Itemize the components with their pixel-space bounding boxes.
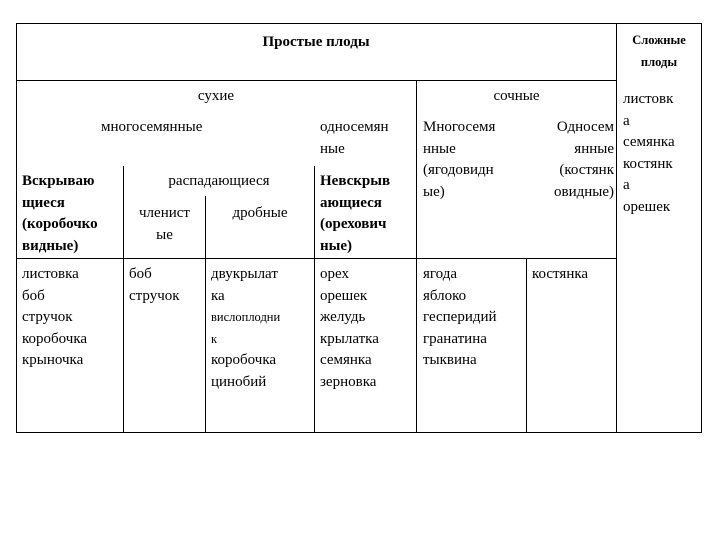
column-divider [314, 166, 315, 433]
table-border-bottom [16, 432, 702, 433]
examples-complex-fruits: листовк а семянка костянк а орешек [623, 91, 675, 215]
kind-dehiscent: Вскрываю щиеся (коробочко видные) [22, 173, 98, 254]
group-dry: сухие [197, 88, 235, 104]
column-divider [616, 23, 617, 433]
column-divider [205, 196, 206, 433]
examples-multi-seed-juicy: ягода яблоко гесперидий гранатина тыквина [423, 266, 497, 368]
examples-fractional-3: коробочка цинобий [211, 352, 277, 390]
kind-splitting: распадающиеся [168, 173, 270, 189]
subgroup-multi-seed-juicy: Многосемя нные (ягодовидн ые) [423, 119, 496, 200]
examples-fractional-2: вислоплодни к [211, 310, 281, 346]
kind-fractional: дробные [232, 205, 288, 221]
examples-fractional-1: двукрылат ка [211, 266, 278, 304]
header-simple-fruits: Простые плоды [262, 34, 370, 50]
examples-segmented: боб стручок [129, 266, 180, 304]
table-border-left [16, 23, 17, 433]
subgroup-single-seed-dry: односемян ные [320, 119, 389, 157]
kind-indehiscent: Невскрыв ающиеся (орехович ные) [320, 173, 391, 254]
table-border-right [701, 23, 702, 433]
examples-dehiscent: листовка боб стручок коробочка крыночка [22, 266, 88, 368]
column-divider [416, 80, 417, 433]
group-juicy: сочные [493, 88, 540, 104]
subgroup-single-seed-juicy: Односем янные (костянк овидные) [554, 119, 614, 200]
row-divider [16, 80, 617, 81]
subgroup-multi-seed-dry: многосемянные [101, 119, 203, 135]
column-divider [526, 258, 527, 433]
kind-segmented: членист ые [139, 205, 190, 243]
table-border-top [16, 23, 702, 24]
examples-indehiscent: орех орешек желудь крылатка семянка зерновка [320, 266, 379, 390]
header-complex-fruits: Сложные плоды [632, 33, 686, 69]
examples-single-seed-juicy: костянка [532, 266, 589, 282]
